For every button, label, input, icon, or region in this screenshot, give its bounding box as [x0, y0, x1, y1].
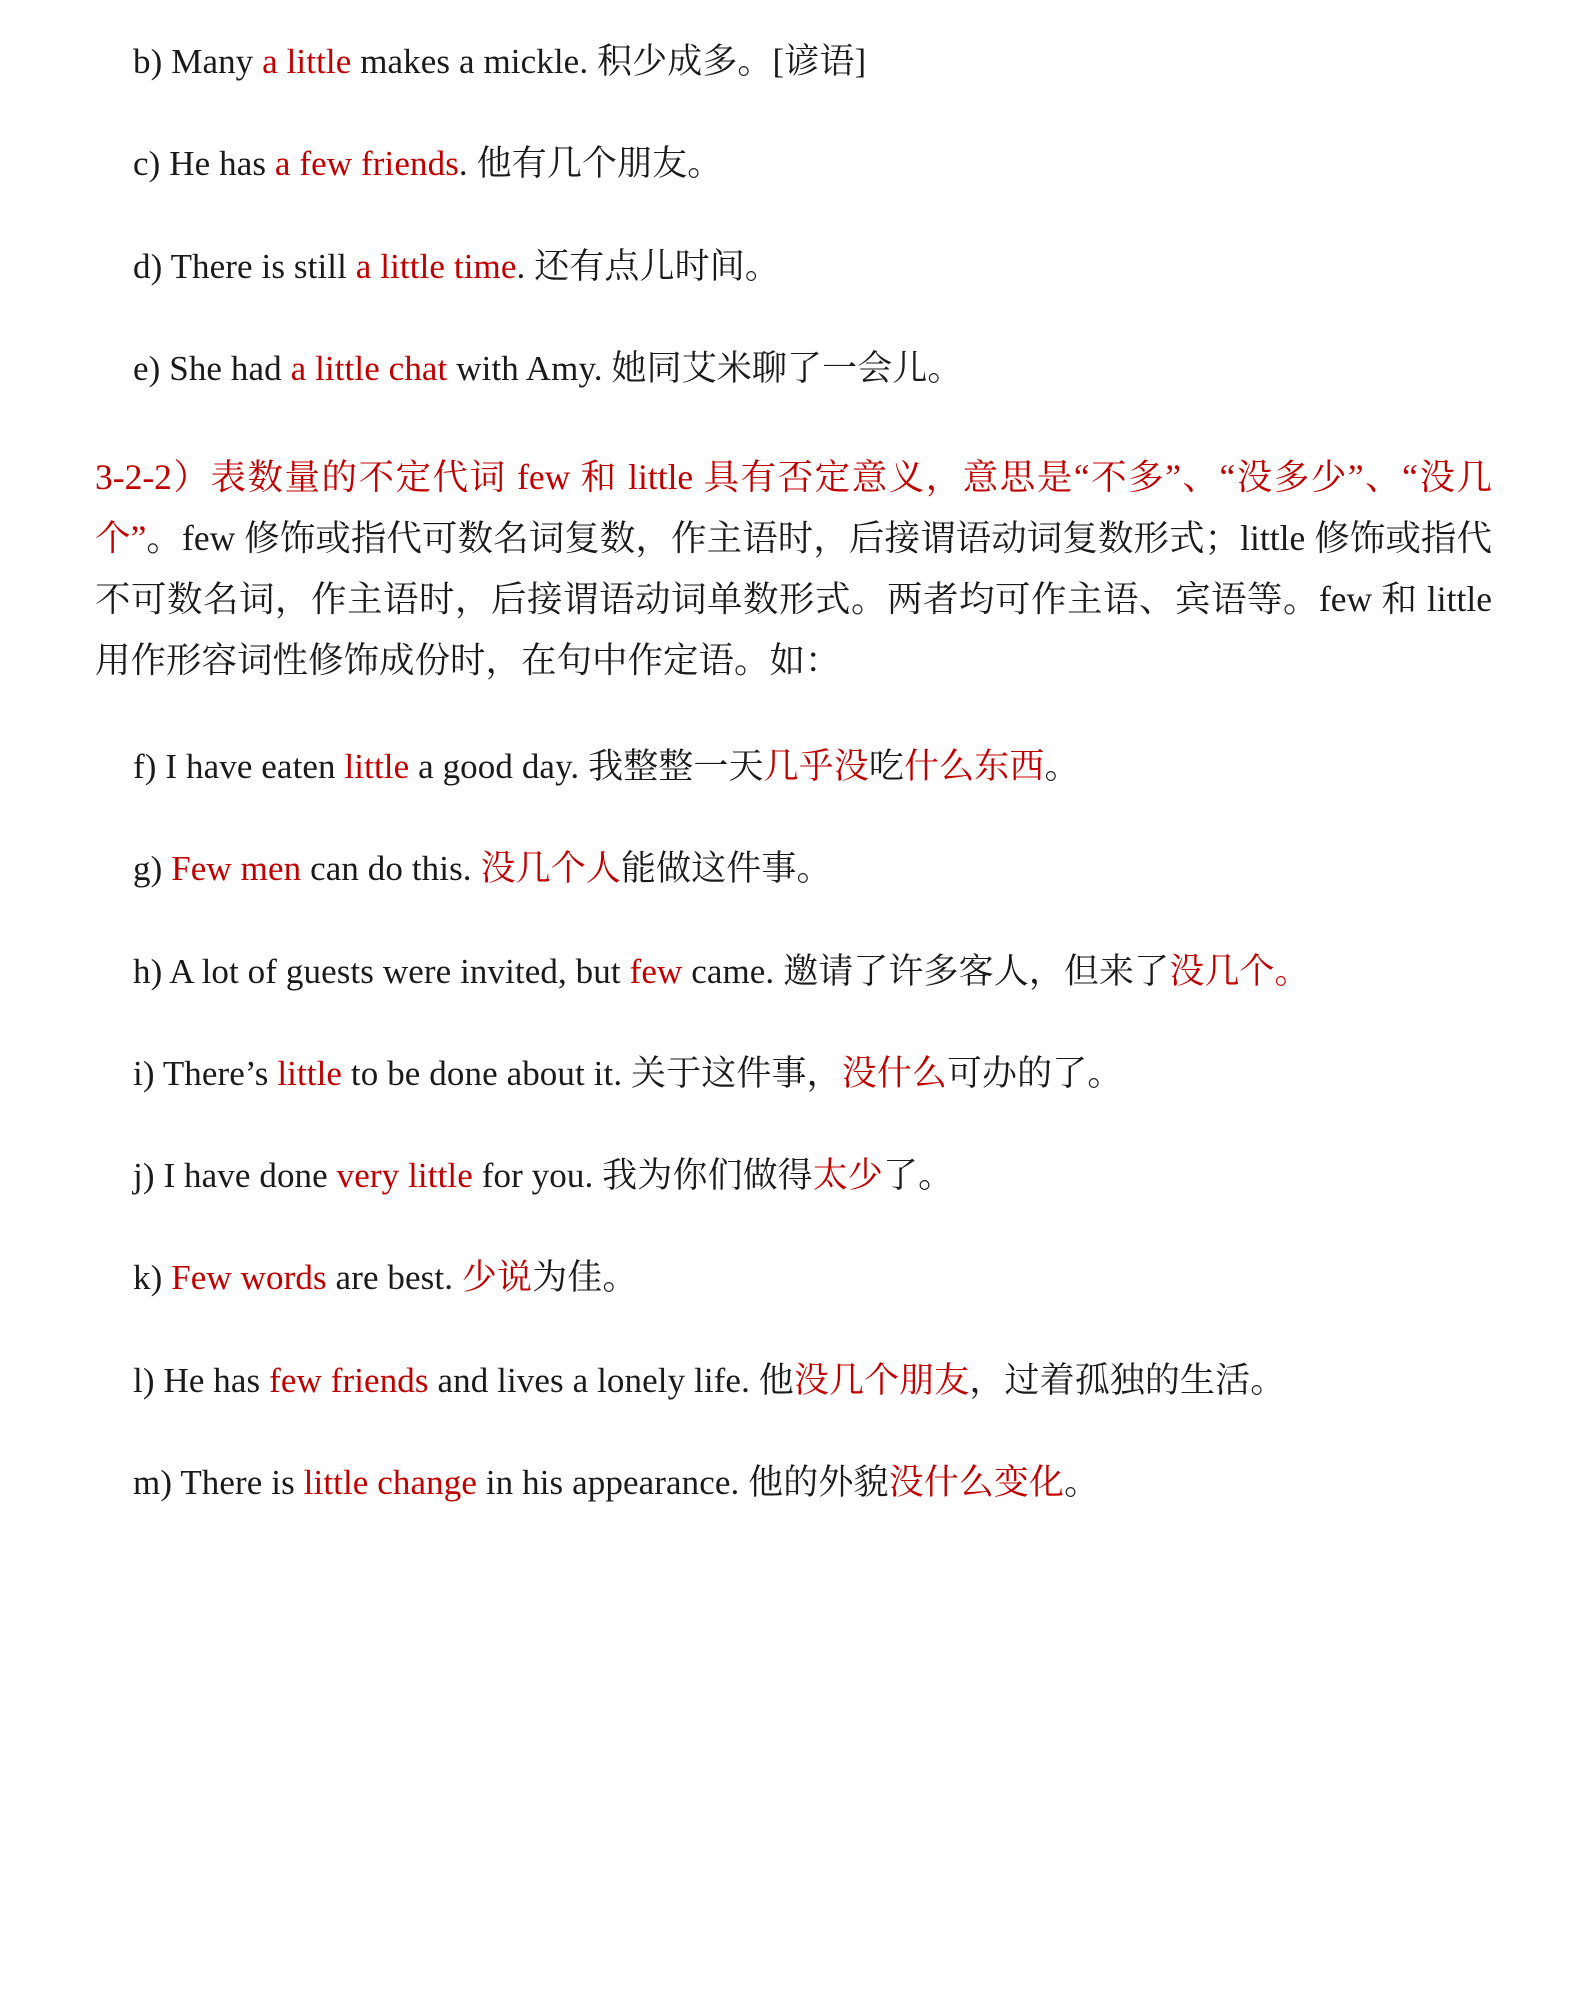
example-english-highlight: a little [262, 42, 352, 81]
example-english-highlight: a little chat [290, 348, 448, 388]
example-english-pre: There’s [162, 1053, 278, 1093]
example-chinese-mid: 了。 [882, 1156, 954, 1196]
example-line-e [95, 345, 1492, 392]
example-english-highlight: a few friends [274, 144, 459, 184]
example-english-highlight: little [277, 1053, 343, 1093]
example-chinese-highlight: 太少 [812, 1156, 883, 1196]
example-marker: j) [133, 1156, 164, 1196]
example-english-post: to be done about it. [342, 1053, 623, 1093]
example-line-l [95, 1357, 1492, 1404]
example-english-pre: He has [169, 144, 275, 184]
example-chinese-post: 。 [1274, 951, 1310, 991]
example-chinese-highlight: 几乎没 [763, 747, 869, 787]
example-english-highlight: few friends [269, 1360, 429, 1400]
example-chinese-highlight: 没什么 [841, 1053, 947, 1093]
example-english-post: makes a mickle. [351, 42, 589, 81]
rule-highlight-text: 3-2-2）表数量的不定代词 few 和 little 具有否定意义，意思是“不多”、“没多少”、“没几个” [95, 457, 1492, 559]
example-marker: h) [133, 951, 170, 991]
example-chinese-pre: 关于这件事， [622, 1053, 842, 1093]
example-chinese-mid: 能做这件事。 [620, 849, 832, 889]
example-english-highlight: little change [303, 1462, 477, 1502]
example-chinese-mid: 可办的了。 [946, 1053, 1123, 1093]
example-english-highlight: Few men [171, 849, 302, 889]
example-line-k [95, 1254, 1492, 1301]
example-line-f [95, 743, 1492, 790]
example-line-d [95, 243, 1492, 290]
example-english-post: . [458, 144, 468, 184]
example-english-pre: Many [171, 42, 263, 81]
example-chinese-mid: 吃 [868, 747, 905, 787]
example-english-highlight: a little time [355, 246, 517, 286]
example-english-pre: There is [180, 1462, 304, 1502]
example-chinese-pre: 我整整一天 [579, 747, 764, 787]
example-english-post: and lives a lonely life. [428, 1360, 750, 1400]
example-chinese-pre: 我为你们做得 [593, 1156, 813, 1196]
rule-body-text: 。few 修饰或指代可数名词复数，作主语时，后接谓语动词复数形式；little 修饰或指代不可数名词，作主语时，后接谓语动词单数形式。两者均可作主语、宾语等。few 和 little 用作形容词性修饰成份时，在句中作定语。如： [95, 518, 1492, 681]
example-chinese-highlight: 少说 [461, 1258, 533, 1298]
example-english-highlight: few [629, 951, 683, 991]
example-chinese-pre [472, 849, 481, 888]
example-marker: m) [133, 1462, 181, 1502]
example-chinese: 积少成多。[谚语] [588, 42, 867, 81]
example-english-post: can do this. [301, 849, 472, 889]
example-chinese-highlight-2: 什么东西 [904, 747, 1045, 787]
example-line-h [95, 948, 1492, 995]
example-marker: f) [133, 747, 166, 787]
example-english-post: came. [682, 951, 775, 991]
example-chinese: 她同艾米聊了一会儿。 [602, 348, 963, 388]
example-marker: i) [133, 1053, 163, 1093]
example-chinese-highlight: 没几个人 [480, 849, 621, 889]
example-chinese-mid: ，过着孤独的生活。 [969, 1360, 1286, 1400]
rule-paragraph-3-2-2 [95, 447, 1492, 691]
example-chinese-highlight: 没几个朋友 [793, 1360, 970, 1400]
example-line-c [95, 140, 1492, 187]
example-marker: g) [133, 849, 172, 889]
example-marker: c) [133, 144, 170, 184]
example-line-g [95, 845, 1492, 892]
example-marker: k) [133, 1258, 172, 1298]
example-chinese-mid: 。 [1064, 1462, 1100, 1502]
example-english-highlight: Few words [171, 1258, 327, 1298]
example-english-pre: He has [163, 1360, 270, 1400]
example-chinese-pre: 邀请了许多客人，但来了 [774, 951, 1170, 991]
example-english-post: in his appearance. [476, 1462, 740, 1502]
example-chinese: 还有点儿时间。 [525, 246, 780, 286]
example-english-highlight: little [344, 747, 410, 787]
example-english-post: with Amy. [447, 348, 603, 388]
example-chinese-pre [453, 1258, 462, 1297]
example-line-j [95, 1152, 1492, 1199]
example-english-pre: She had [169, 348, 291, 388]
example-english-post: are best. [326, 1258, 454, 1298]
example-marker: e) [133, 348, 170, 388]
example-chinese-pre: 他 [749, 1360, 794, 1400]
example-chinese-post: 。 [1044, 747, 1080, 787]
example-english-post: a good day. [409, 747, 580, 787]
example-english-pre: A lot of guests were invited, but [169, 951, 630, 991]
example-english-highlight: very little [336, 1156, 473, 1196]
example-chinese-pre: 他的外貌 [739, 1462, 889, 1502]
example-line-m [95, 1459, 1492, 1506]
example-english-post: for you. [472, 1156, 594, 1196]
example-chinese: 他有几个朋友。 [467, 144, 723, 184]
example-english-pre: There is still [170, 246, 356, 286]
example-line-i [95, 1050, 1492, 1097]
example-chinese-mid: 为佳。 [532, 1258, 638, 1298]
example-chinese-highlight: 没什么变化 [888, 1462, 1065, 1502]
example-english-pre: I have done [163, 1156, 337, 1196]
example-marker: b) [133, 42, 172, 81]
example-marker: l) [133, 1360, 164, 1400]
example-marker: d) [133, 246, 171, 286]
example-english-pre: I have eaten [165, 747, 345, 787]
example-chinese-highlight: 没几个 [1169, 951, 1275, 991]
example-line-b [95, 38, 1492, 85]
example-english-post: . [516, 246, 526, 286]
